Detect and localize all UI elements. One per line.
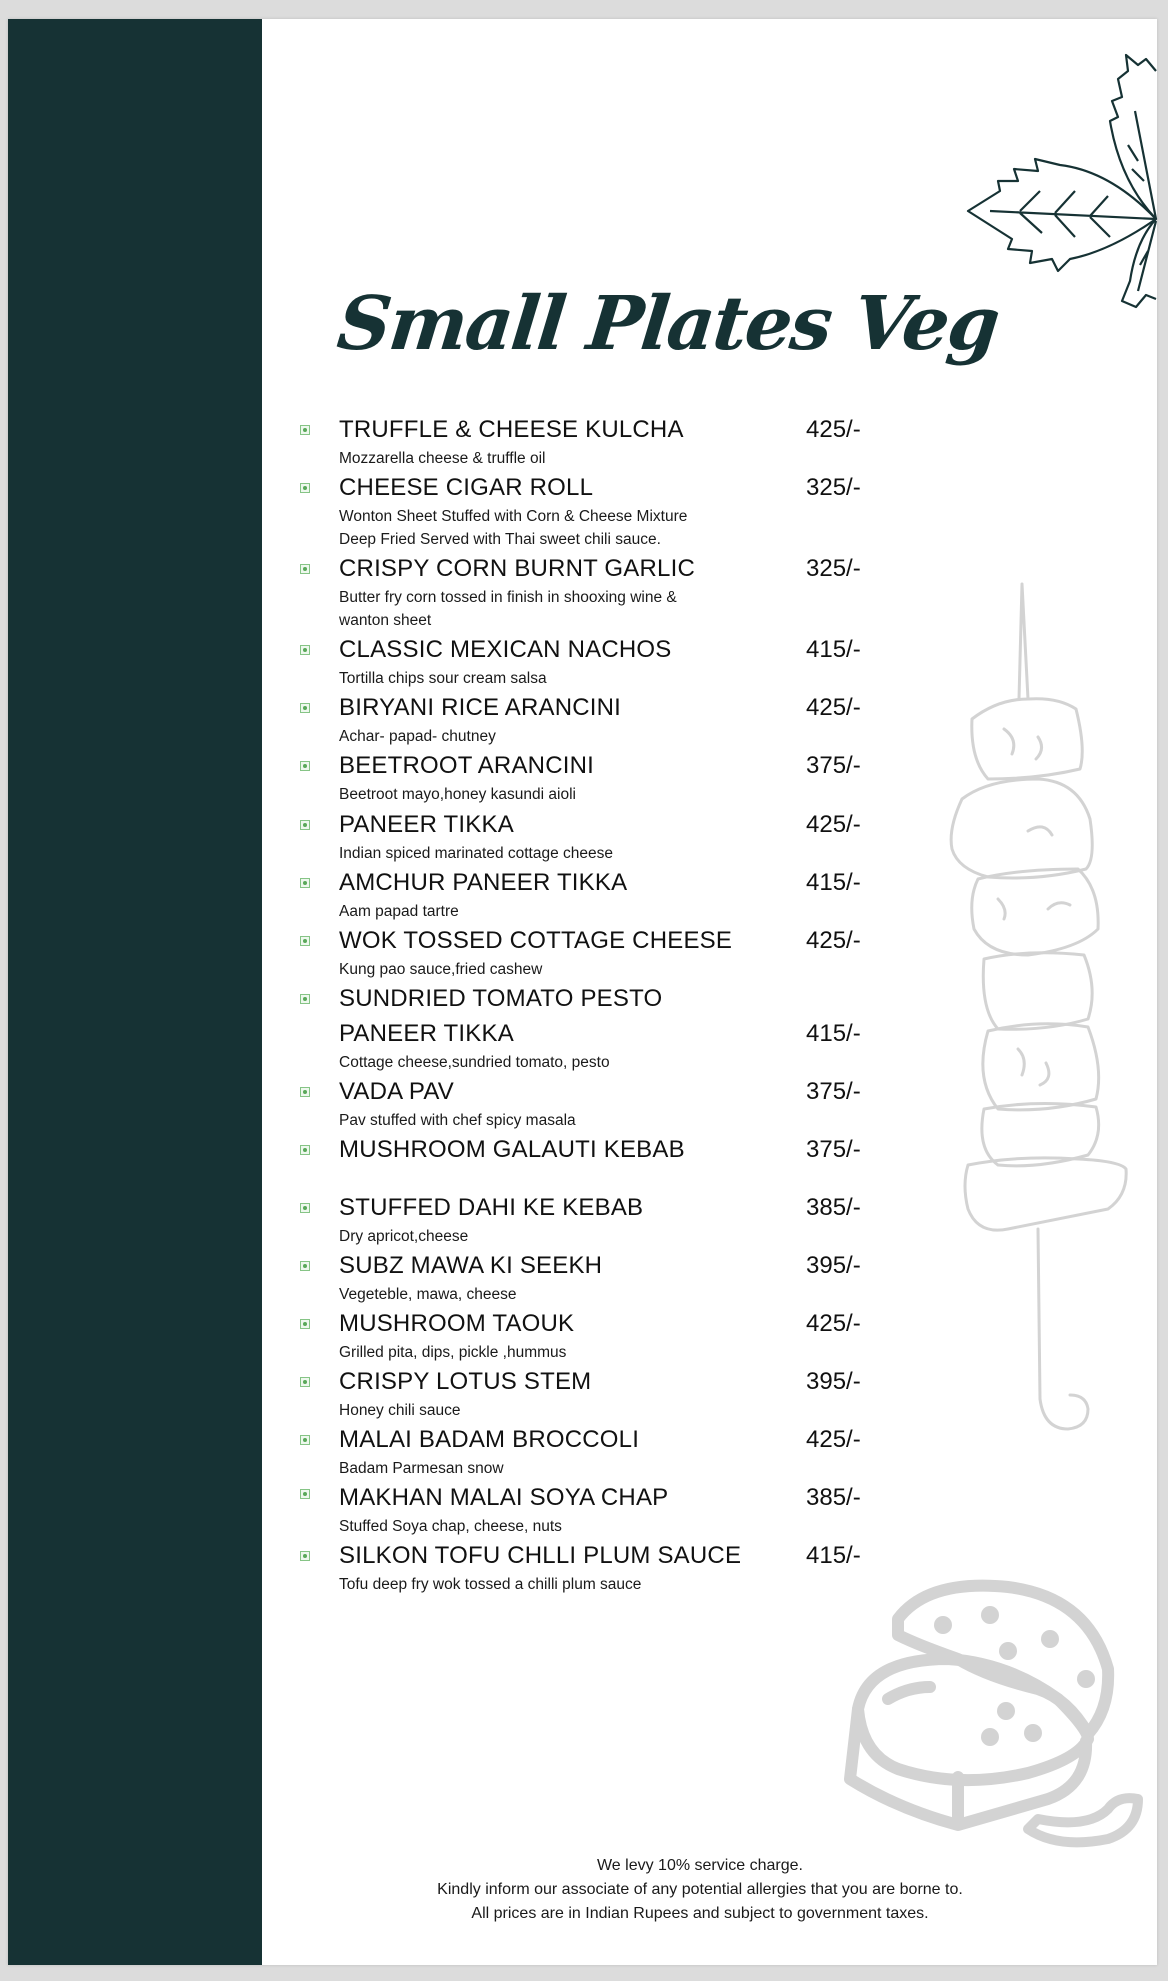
item-description: Dry apricot,cheese [339,1228,469,1245]
item-description: Deep Fried Served with Thai sweet chili sauce. [339,531,661,548]
item-name: VADA PAV [339,1078,454,1105]
item-price: 385/- [806,1194,861,1221]
item-price: 325/- [806,555,861,582]
item-description: Aam papad tartre [339,903,459,920]
item-price: 375/- [806,1136,861,1163]
item-description: Honey chili sauce [339,1402,461,1419]
item-name: CHEESE CIGAR ROLL [339,474,594,501]
item-price: 425/- [806,1426,861,1453]
item-description: Grilled pita, dips, pickle ,hummus [339,1344,567,1361]
item-price: 395/- [806,1368,861,1395]
menu-page [8,19,1157,1965]
veg-indicator-icon [300,1319,310,1329]
item-name: BEETROOT ARANCINI [339,752,595,779]
item-price: 425/- [806,927,861,954]
veg-indicator-icon [300,1489,310,1499]
item-price: 395/- [806,1252,861,1279]
allergy-note: Kindly inform our associate of any potential allergies that you are borne to. [437,1881,963,1898]
veg-indicator-icon [300,703,310,713]
veg-indicator-icon [300,1377,310,1387]
item-name: STUFFED DAHI KE KEBAB [339,1194,644,1221]
item-price: 425/- [806,416,861,443]
item-description: Mozzarella cheese & truffle oil [339,450,546,467]
item-name: MALAI BADAM BROCCOLI [339,1426,640,1453]
item-name: MUSHROOM GALAUTI KEBAB [339,1136,685,1163]
veg-indicator-icon [300,878,310,888]
item-name: WOK TOSSED COTTAGE CHEESE [339,927,733,954]
item-price: 425/- [806,694,861,721]
item-description: Beetroot mayo,honey kasundi aioli [339,786,576,803]
item-name-line2: PANEER TIKKA [339,1020,514,1047]
item-description: Stuffed Soya chap, cheese, nuts [339,1518,562,1535]
veg-indicator-icon [300,1261,310,1271]
veg-indicator-icon [300,994,310,1004]
veg-indicator-icon [300,820,310,830]
item-name: AMCHUR PANEER TIKKA [339,869,628,896]
item-name: SILKON TOFU CHLLI PLUM SAUCE [339,1542,742,1569]
item-name: MUSHROOM TAOUK [339,1310,575,1337]
veg-indicator-icon [300,564,310,574]
veg-indicator-icon [300,483,310,493]
veg-indicator-icon [300,1551,310,1561]
footer-notes [270,1854,1130,1926]
item-description: Tortilla chips sour cream salsa [339,670,547,687]
item-description: Cottage cheese,sundried tomato, pesto [339,1054,610,1071]
item-name: TRUFFLE & CHEESE KULCHA [339,416,684,443]
item-description: Butter fry corn tossed in finish in shooxing wine & [339,589,677,606]
item-description: Pav stuffed with chef spicy masala [339,1112,576,1129]
item-name: SUBZ MAWA KI SEEKH [339,1252,603,1279]
item-name: CLASSIC MEXICAN NACHOS [339,636,672,663]
veg-indicator-icon [300,936,310,946]
service-charge-note: We levy 10% service charge. [596,1857,803,1874]
veg-indicator-icon [300,1203,310,1213]
item-description: wanton sheet [339,612,432,629]
item-description: Vegeteble, mawa, cheese [339,1286,517,1303]
item-price: 385/- [806,1484,861,1511]
item-description: Tofu deep fry wok tossed a chilli plum sauce [339,1576,642,1593]
item-price: 425/- [806,1310,861,1337]
item-description: Indian spiced marinated cottage cheese [339,845,614,862]
menu-list [8,19,1157,1965]
item-price: 375/- [806,752,861,779]
veg-indicator-icon [300,1435,310,1445]
item-description: Achar- papad- chutney [339,728,496,745]
veg-indicator-icon [300,761,310,771]
item-price: 415/- [806,1020,861,1047]
veg-indicator-icon [300,645,310,655]
item-name: MAKHAN MALAI SOYA CHAP [339,1484,669,1511]
item-name: CRISPY LOTUS STEM [339,1368,592,1395]
item-price: 415/- [806,636,861,663]
item-price: 325/- [806,474,861,501]
item-name: BIRYANI RICE ARANCINI [339,694,622,721]
item-description: Badam Parmesan snow [339,1460,504,1477]
section-title: Small Plates Veg [333,281,1003,367]
veg-indicator-icon [300,425,310,435]
tax-note: All prices are in Indian Rupees and subject to government taxes. [471,1905,929,1922]
item-price: 375/- [806,1078,861,1105]
veg-indicator-icon [300,1145,310,1155]
item-name: PANEER TIKKA [339,811,514,838]
item-description: Wonton Sheet Stuffed with Corn & Cheese Mixture [339,508,688,525]
item-description: Kung pao sauce,fried cashew [339,961,543,978]
item-price: 415/- [806,1542,861,1569]
veg-indicator-icon [300,1087,310,1097]
item-name: CRISPY CORN BURNT GARLIC [339,555,695,582]
item-price: 425/- [806,811,861,838]
item-price: 415/- [806,869,861,896]
item-name: SUNDRIED TOMATO PESTO [339,985,663,1012]
